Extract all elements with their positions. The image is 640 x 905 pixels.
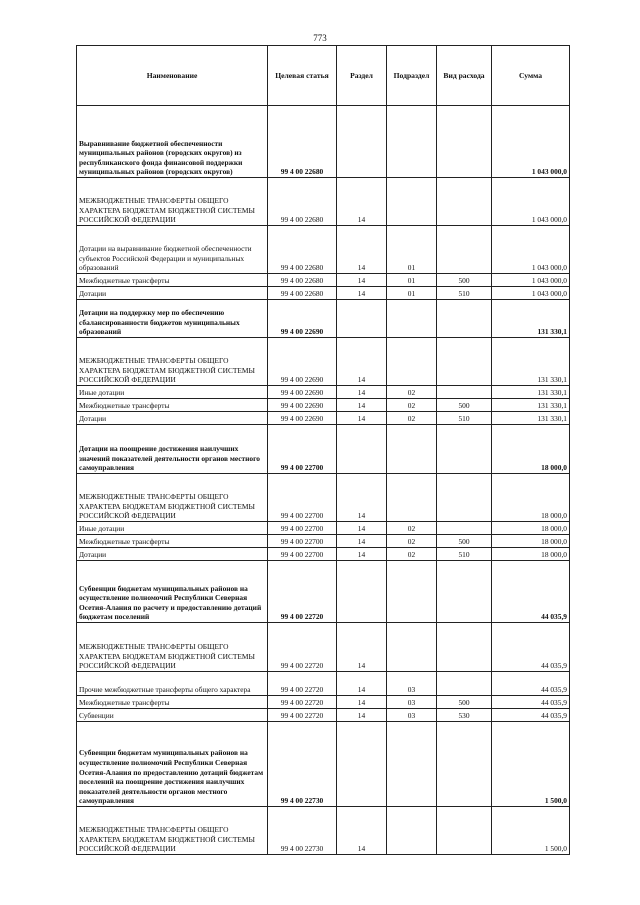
- cell-section: [337, 561, 387, 623]
- cell-section: 14: [337, 399, 387, 412]
- cell-expense-type: 510: [437, 412, 492, 425]
- cell-amount: 1 043 000,0: [492, 178, 570, 226]
- table-row: [77, 623, 570, 672]
- cell-subsection: [387, 474, 437, 522]
- cell-expense-type: [437, 300, 492, 338]
- cell-section: 14: [337, 672, 387, 696]
- cell-subsection: 02: [387, 522, 437, 535]
- budget-table: [76, 45, 570, 855]
- cell-code: 99 4 00 22680: [268, 106, 337, 178]
- table-row: [77, 106, 570, 178]
- cell-amount: 1 043 000,0: [492, 106, 570, 178]
- cell-name: Межбюджетные трансферты: [77, 696, 268, 709]
- cell-code: 99 4 00 22720: [268, 709, 337, 722]
- cell-section: 14: [337, 338, 387, 386]
- cell-name: МЕЖБЮДЖЕТНЫЕ ТРАНСФЕРТЫ ОБЩЕГО ХАРАКТЕРА БЮДЖЕТАМ БЮДЖЕТНОЙ СИСТЕМЫ РОССИЙСКОЙ ФЕДЕРАЦИИ: [77, 178, 268, 226]
- cell-name: Субвенции бюджетам муниципальных районов на осуществление полномочий Республики Северная Осетия-Алания по расчету и предоставлению дотаций бюджетам поселений: [77, 561, 268, 623]
- cell-subsection: 02: [387, 386, 437, 399]
- cell-section: [337, 300, 387, 338]
- header-name: Наименование: [77, 46, 268, 106]
- cell-amount: 1 043 000,0: [492, 287, 570, 300]
- cell-expense-type: [437, 106, 492, 178]
- cell-name: МЕЖБЮДЖЕТНЫЕ ТРАНСФЕРТЫ ОБЩЕГО ХАРАКТЕРА БЮДЖЕТАМ БЮДЖЕТНОЙ СИСТЕМЫ РОССИЙСКОЙ ФЕДЕРАЦИИ: [77, 807, 268, 855]
- cell-amount: 131 330,1: [492, 412, 570, 425]
- cell-expense-type: [437, 623, 492, 672]
- header-code: Целевая статья: [268, 46, 337, 106]
- cell-subsection: 02: [387, 535, 437, 548]
- cell-amount: 18 000,0: [492, 474, 570, 522]
- table-row: [77, 226, 570, 274]
- cell-subsection: 02: [387, 412, 437, 425]
- cell-expense-type: 530: [437, 709, 492, 722]
- header-subsection: Подраздел: [387, 46, 437, 106]
- cell-amount: 44 035,9: [492, 561, 570, 623]
- table-row: [77, 178, 570, 226]
- cell-name: МЕЖБЮДЖЕТНЫЕ ТРАНСФЕРТЫ ОБЩЕГО ХАРАКТЕРА БЮДЖЕТАМ БЮДЖЕТНОЙ СИСТЕМЫ РОССИЙСКОЙ ФЕДЕРАЦИИ: [77, 338, 268, 386]
- cell-code: 99 4 00 22720: [268, 672, 337, 696]
- header-section: Раздел: [337, 46, 387, 106]
- cell-code: 99 4 00 22700: [268, 535, 337, 548]
- cell-expense-type: [437, 672, 492, 696]
- cell-subsection: [387, 623, 437, 672]
- cell-expense-type: 500: [437, 274, 492, 287]
- cell-code: 99 4 00 22680: [268, 226, 337, 274]
- cell-section: 14: [337, 178, 387, 226]
- cell-expense-type: 500: [437, 399, 492, 412]
- cell-section: 14: [337, 522, 387, 535]
- cell-subsection: [387, 300, 437, 338]
- table-row: [77, 522, 570, 535]
- cell-expense-type: [437, 338, 492, 386]
- cell-subsection: [387, 722, 437, 807]
- cell-code: 99 4 00 22700: [268, 474, 337, 522]
- cell-section: [337, 722, 387, 807]
- cell-amount: 131 330,1: [492, 338, 570, 386]
- cell-amount: 44 035,9: [492, 623, 570, 672]
- cell-section: 14: [337, 474, 387, 522]
- cell-name: МЕЖБЮДЖЕТНЫЕ ТРАНСФЕРТЫ ОБЩЕГО ХАРАКТЕРА БЮДЖЕТАМ БЮДЖЕТНОЙ СИСТЕМЫ РОССИЙСКОЙ ФЕДЕРАЦИИ: [77, 474, 268, 522]
- cell-subsection: [387, 106, 437, 178]
- cell-amount: 1 500,0: [492, 722, 570, 807]
- cell-name: МЕЖБЮДЖЕТНЫЕ ТРАНСФЕРТЫ ОБЩЕГО ХАРАКТЕРА БЮДЖЕТАМ БЮДЖЕТНОЙ СИСТЕМЫ РОССИЙСКОЙ ФЕДЕРАЦИИ: [77, 623, 268, 672]
- cell-amount: 1 043 000,0: [492, 274, 570, 287]
- cell-expense-type: 510: [437, 548, 492, 561]
- cell-subsection: [387, 425, 437, 474]
- cell-expense-type: 500: [437, 535, 492, 548]
- cell-name: Межбюджетные трансферты: [77, 274, 268, 287]
- cell-expense-type: [437, 474, 492, 522]
- cell-name: Субвенции бюджетам муниципальных районов на осуществление полномочий Республики Северная Осетия-Алания по предоставлению дотаций бюджетам поселений на поощрение достижения наилучших показателей деятельности органов местного самоуправления: [77, 722, 268, 807]
- table-row: [77, 548, 570, 561]
- cell-name: Межбюджетные трансферты: [77, 535, 268, 548]
- table-row: [77, 386, 570, 399]
- cell-name: Дотации на поощрение достижения наилучших значений показателей деятельности органов местного самоуправления: [77, 425, 268, 474]
- cell-name: Дотации: [77, 287, 268, 300]
- cell-expense-type: 510: [437, 287, 492, 300]
- cell-section: 14: [337, 807, 387, 855]
- cell-section: 14: [337, 386, 387, 399]
- cell-expense-type: [437, 226, 492, 274]
- cell-name: Выравнивание бюджетной обеспеченности муниципальных районов (городских округов) из республиканского фонда финансовой поддержки муниципальных районов (городских округов): [77, 106, 268, 178]
- cell-code: 99 4 00 22720: [268, 561, 337, 623]
- cell-code: 99 4 00 22700: [268, 548, 337, 561]
- cell-code: 99 4 00 22720: [268, 696, 337, 709]
- cell-name: Субвенции: [77, 709, 268, 722]
- cell-code: 99 4 00 22720: [268, 623, 337, 672]
- cell-section: [337, 106, 387, 178]
- cell-name: Дотации на поддержку мер по обеспечению сбалансированности бюджетов муниципальных образований: [77, 300, 268, 338]
- cell-amount: 131 330,1: [492, 300, 570, 338]
- cell-subsection: 03: [387, 696, 437, 709]
- cell-section: 14: [337, 287, 387, 300]
- cell-subsection: [387, 561, 437, 623]
- cell-name: Межбюджетные трансферты: [77, 399, 268, 412]
- cell-name: Дотации: [77, 412, 268, 425]
- cell-amount: 131 330,1: [492, 399, 570, 412]
- cell-subsection: [387, 807, 437, 855]
- cell-section: [337, 425, 387, 474]
- cell-expense-type: [437, 561, 492, 623]
- cell-subsection: 01: [387, 287, 437, 300]
- cell-code: 99 4 00 22680: [268, 178, 337, 226]
- cell-name: Иные дотации: [77, 386, 268, 399]
- cell-section: 14: [337, 623, 387, 672]
- table-row: [77, 696, 570, 709]
- cell-amount: 18 000,0: [492, 548, 570, 561]
- cell-amount: 44 035,9: [492, 709, 570, 722]
- cell-code: 99 4 00 22690: [268, 300, 337, 338]
- table-row: [77, 722, 570, 807]
- cell-subsection: 02: [387, 548, 437, 561]
- table-row: [77, 561, 570, 623]
- cell-section: 14: [337, 548, 387, 561]
- cell-name: Дотации: [77, 548, 268, 561]
- cell-name: Иные дотации: [77, 522, 268, 535]
- cell-code: 99 4 00 22700: [268, 522, 337, 535]
- table-row: [77, 287, 570, 300]
- cell-section: 14: [337, 709, 387, 722]
- table-row: [77, 807, 570, 855]
- cell-subsection: 03: [387, 709, 437, 722]
- cell-code: 99 4 00 22730: [268, 807, 337, 855]
- cell-section: 14: [337, 535, 387, 548]
- cell-expense-type: 500: [437, 696, 492, 709]
- header-expense-type: Вид расхода: [437, 46, 492, 106]
- cell-amount: 44 035,9: [492, 672, 570, 696]
- cell-amount: 131 330,1: [492, 386, 570, 399]
- cell-expense-type: [437, 386, 492, 399]
- table-row: [77, 535, 570, 548]
- cell-amount: 1 043 000,0: [492, 226, 570, 274]
- table-row: [77, 474, 570, 522]
- cell-subsection: 01: [387, 226, 437, 274]
- table-row: [77, 300, 570, 338]
- cell-section: 14: [337, 412, 387, 425]
- cell-code: 99 4 00 22700: [268, 425, 337, 474]
- cell-section: 14: [337, 696, 387, 709]
- cell-name: Прочие межбюджетные трансферты общего характера: [77, 672, 268, 696]
- cell-expense-type: [437, 722, 492, 807]
- cell-code: 99 4 00 22680: [268, 287, 337, 300]
- cell-subsection: 03: [387, 672, 437, 696]
- cell-section: 14: [337, 226, 387, 274]
- table-row: [77, 672, 570, 696]
- table-row: [77, 274, 570, 287]
- cell-section: 14: [337, 274, 387, 287]
- table-row: [77, 412, 570, 425]
- cell-amount: 44 035,9: [492, 696, 570, 709]
- cell-amount: 18 000,0: [492, 535, 570, 548]
- cell-code: 99 4 00 22690: [268, 412, 337, 425]
- cell-expense-type: [437, 425, 492, 474]
- table-row: [77, 709, 570, 722]
- table-header-row: [77, 46, 570, 106]
- table-row: [77, 338, 570, 386]
- cell-code: 99 4 00 22690: [268, 399, 337, 412]
- cell-subsection: 02: [387, 399, 437, 412]
- cell-code: 99 4 00 22690: [268, 338, 337, 386]
- cell-code: 99 4 00 22690: [268, 386, 337, 399]
- cell-expense-type: [437, 807, 492, 855]
- cell-expense-type: [437, 178, 492, 226]
- table-row: [77, 425, 570, 474]
- cell-subsection: [387, 338, 437, 386]
- cell-code: 99 4 00 22730: [268, 722, 337, 807]
- cell-subsection: [387, 178, 437, 226]
- cell-subsection: 01: [387, 274, 437, 287]
- cell-amount: 1 500,0: [492, 807, 570, 855]
- page-number: 773: [313, 33, 327, 43]
- header-amount: Сумма: [492, 46, 570, 106]
- cell-code: 99 4 00 22680: [268, 274, 337, 287]
- cell-amount: 18 000,0: [492, 522, 570, 535]
- cell-name: Дотации на выравнивание бюджетной обеспеченности субъектов Российской Федерации и муниципальных образований: [77, 226, 268, 274]
- cell-amount: 18 000,0: [492, 425, 570, 474]
- table-row: [77, 399, 570, 412]
- cell-expense-type: [437, 522, 492, 535]
